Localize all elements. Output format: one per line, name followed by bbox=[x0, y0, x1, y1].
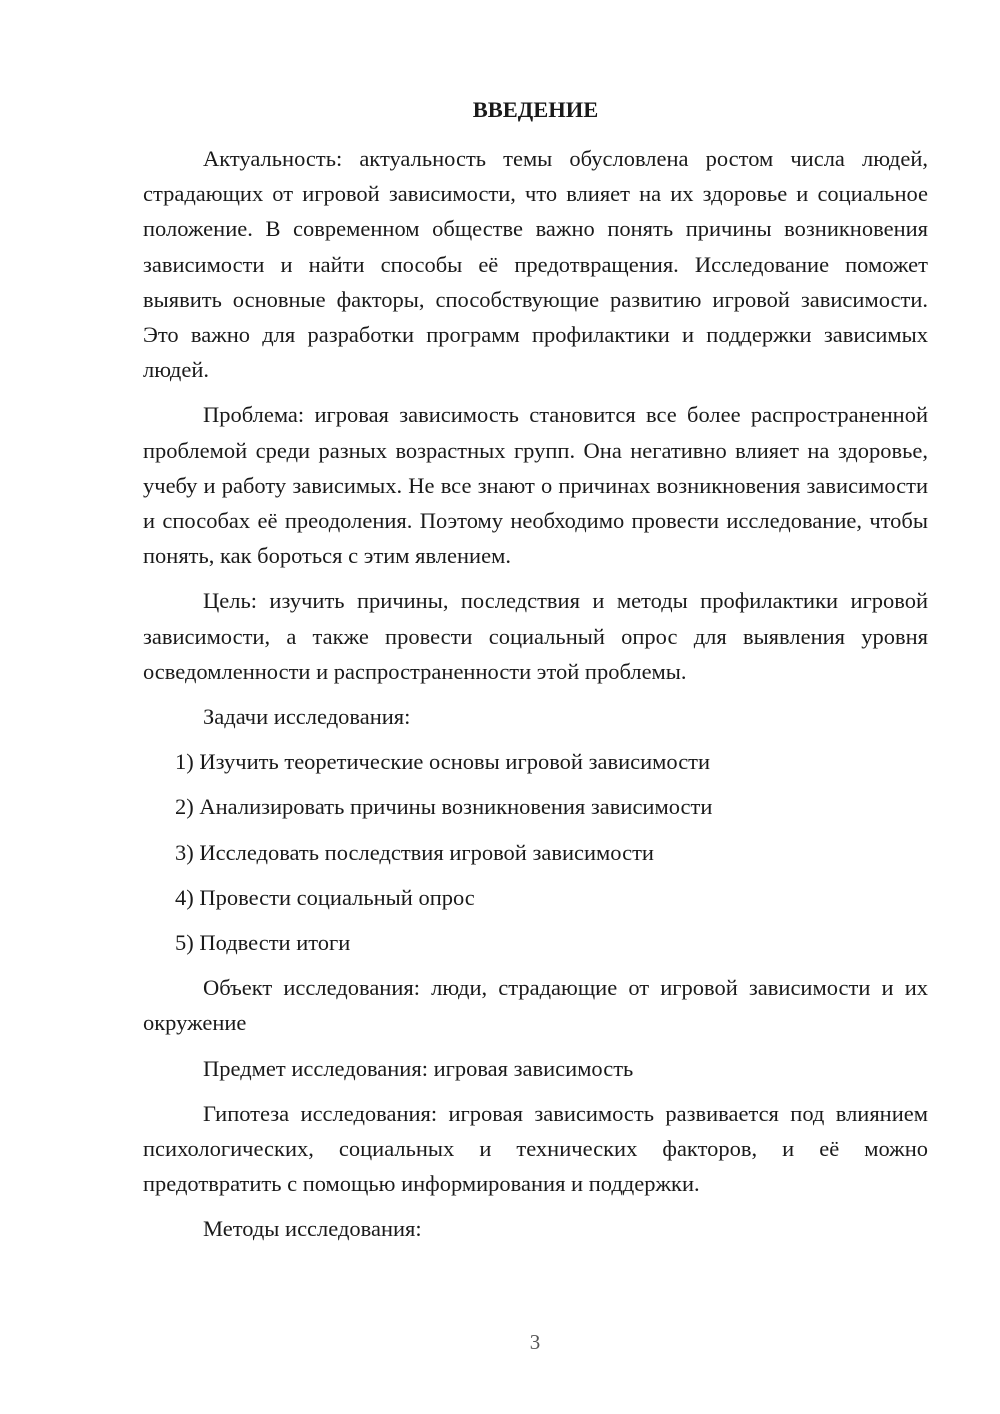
list-item: 5) Подвести итоги bbox=[175, 930, 351, 956]
list-item: 3) Исследовать последствия игровой зависимости bbox=[175, 839, 654, 865]
document-page bbox=[143, 92, 928, 1257]
tasks-heading: Задачи исследования: bbox=[203, 704, 411, 730]
tasks-list bbox=[143, 744, 928, 960]
page-title: ВВЕДЕНИЕ bbox=[472, 97, 599, 122]
subject-paragraph: Предмет исследования: игровая зависимость bbox=[203, 1055, 634, 1081]
list-item: 4) Провести социальный опрос bbox=[175, 884, 475, 910]
problem-paragraph: Проблема: игровая зависимость становится все более распространенной проблемой среди разных возрастных групп. Она негативно влияет на здоровье, учебу и работу зависимых. Не все знают о причинах возникновения зависимости и способах её преодоления. Поэтому необходимо провести исследование, чтобы понять, как бороться с этим явлением. bbox=[143, 402, 928, 569]
hypothesis-paragraph: Гипотеза исследования: игровая зависимость развивается под влиянием психологических, социальных и технических факторов, и её можно предотвратить с помощью информирования и поддержки. bbox=[143, 1100, 928, 1197]
list-item: 2) Анализировать причины возникновения зависимости bbox=[175, 794, 713, 820]
list-item: 1) Изучить теоретические основы игровой зависимости bbox=[175, 749, 711, 775]
goal-paragraph: Цель: изучить причины, последствия и методы профилактики игровой зависимости, а также провести социальный опрос для выявления уровня осведомленности и распространенности этой проблемы. bbox=[143, 588, 928, 684]
relevance-paragraph: Актуальность: актуальность темы обусловлена ростом числа людей, страдающих от игровой зависимости, что влияет на их здоровье и социальное положение. В современном обществе важно понять причины возникновения зависимости и найти способы её предотвращения. Исследование поможет выявить основные факторы, способствующие развитию игровой зависимости. Это важно для разработки программ профилактики и поддержки зависимых людей. bbox=[143, 146, 928, 383]
methods-heading: Методы исследования: bbox=[203, 1216, 422, 1242]
object-paragraph: Объект исследования: люди, страдающие от игровой зависимости и их окружение bbox=[143, 975, 928, 1036]
page-number: 3 bbox=[529, 1330, 541, 1354]
